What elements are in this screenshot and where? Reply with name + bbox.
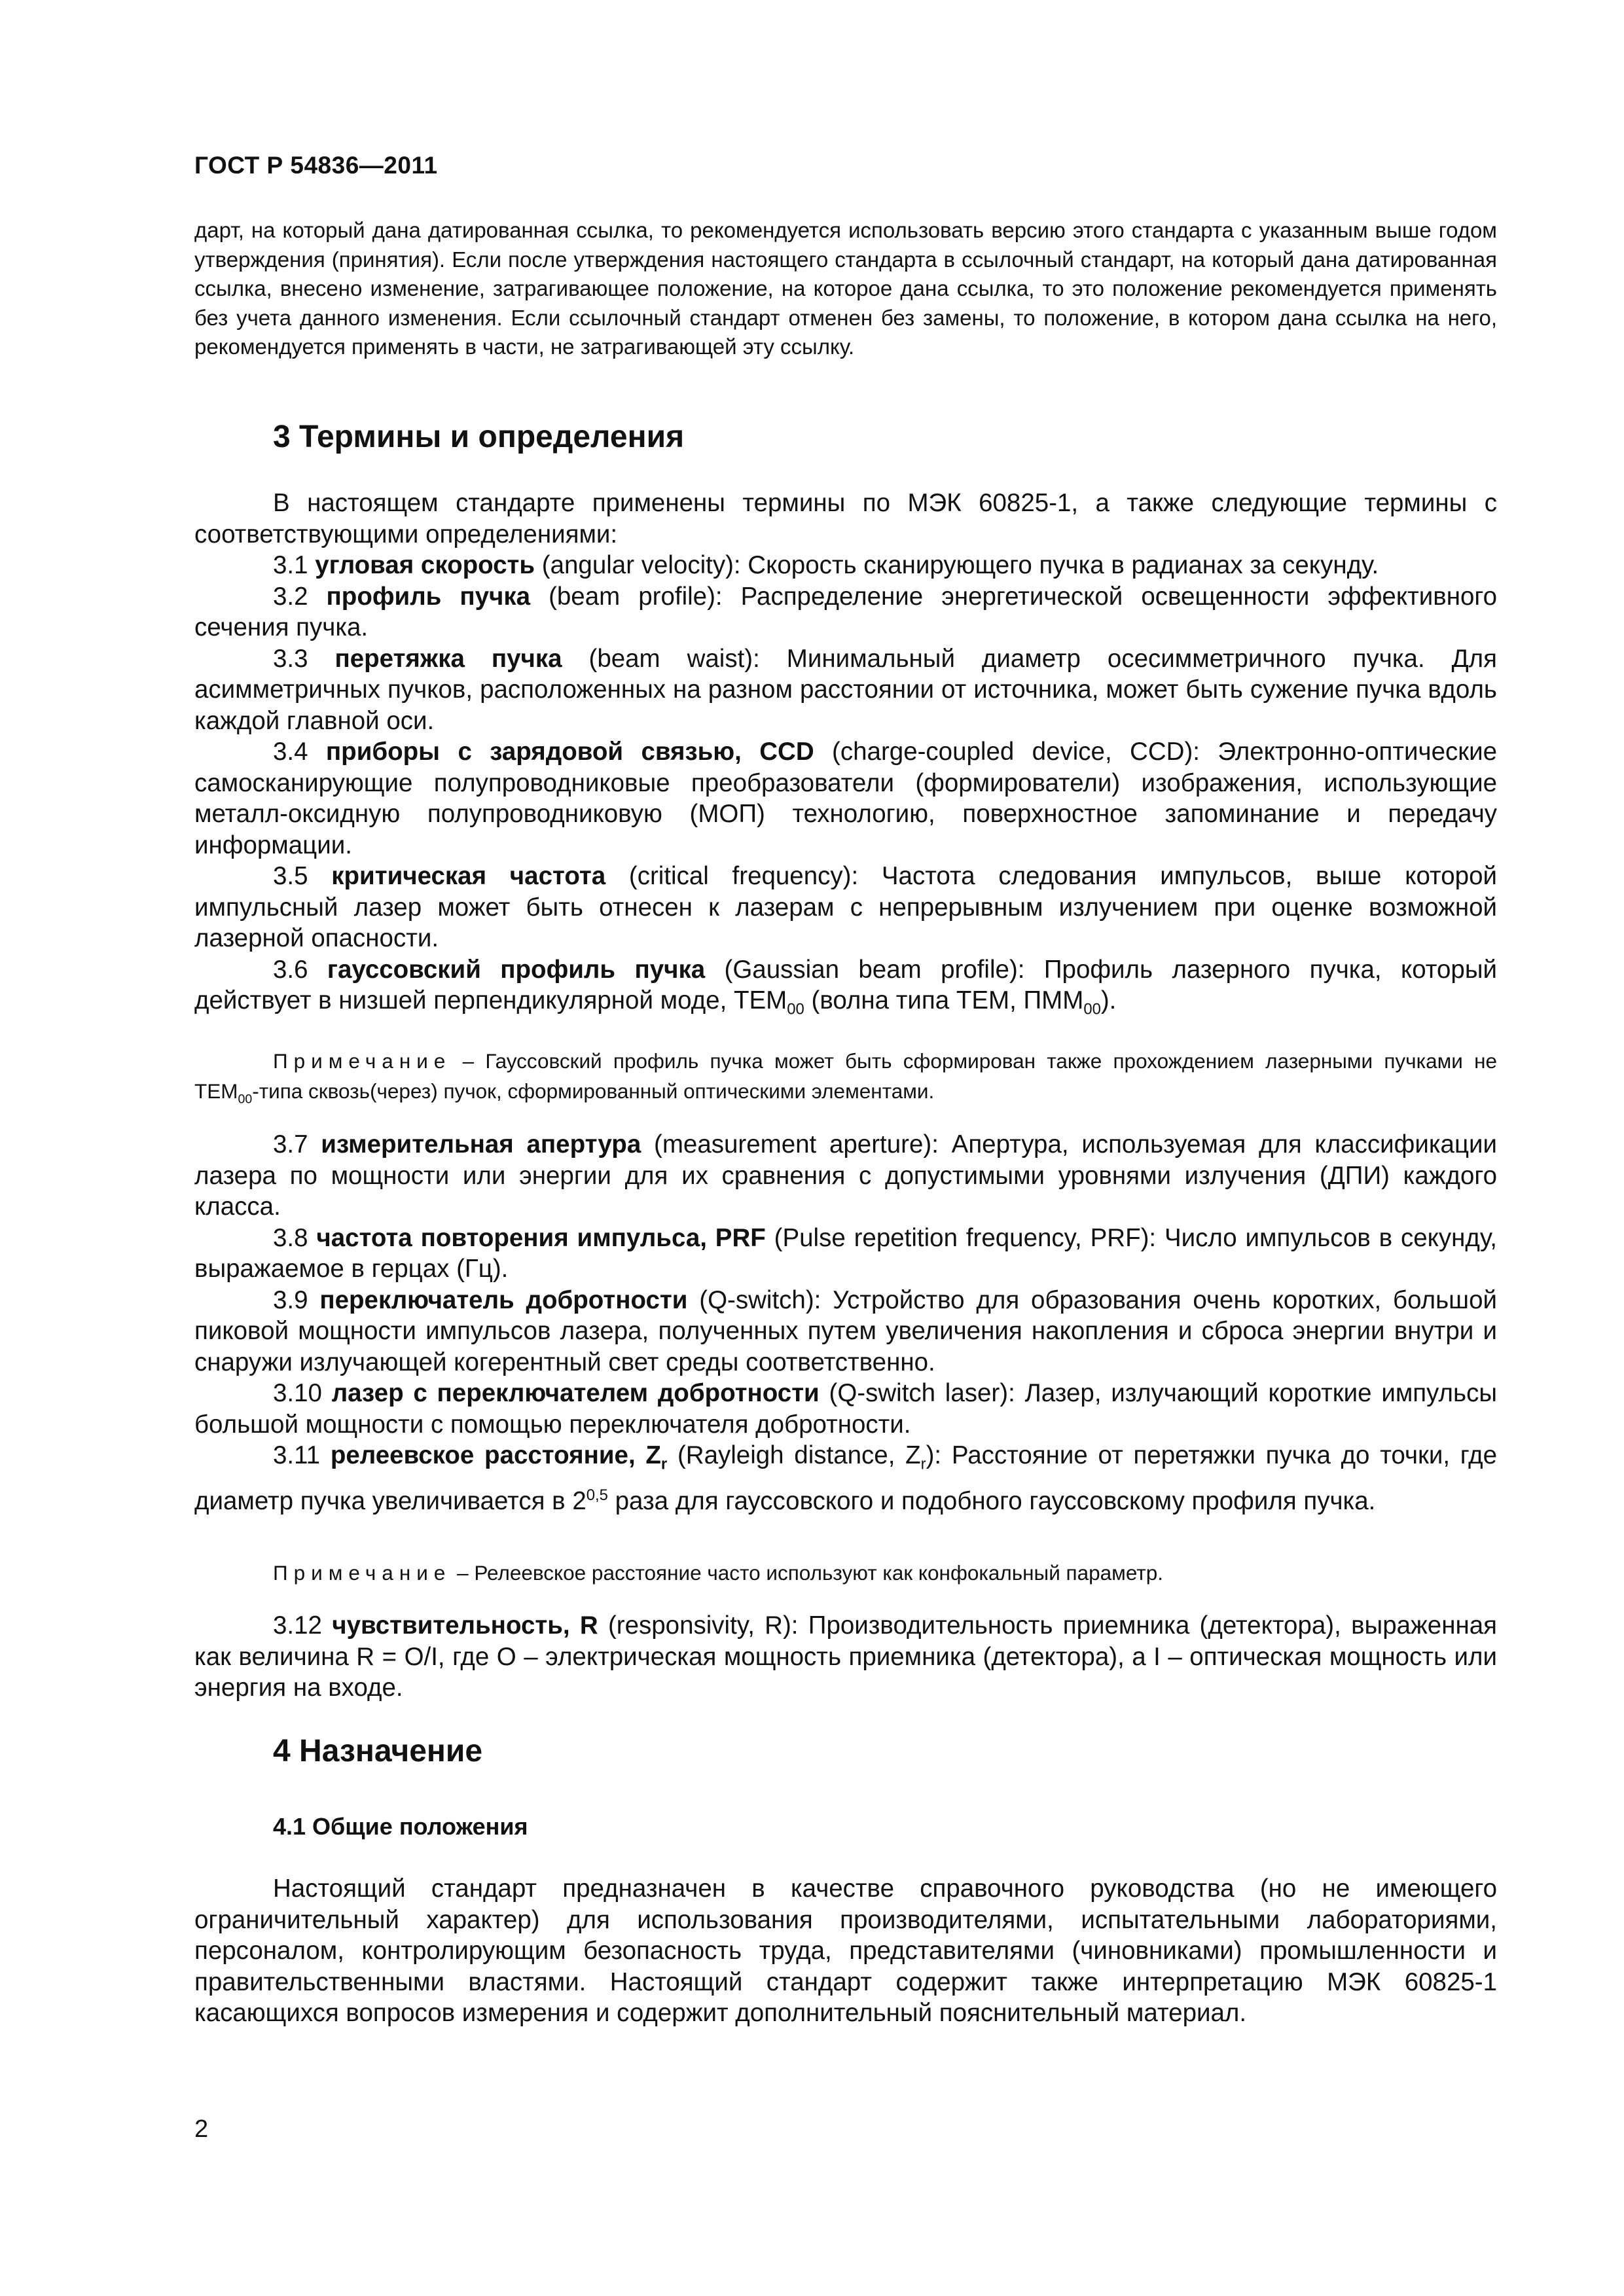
term-name: гауссовский профиль пучка: [327, 955, 706, 984]
document-header: ГОСТ Р 54836—2011: [194, 152, 438, 179]
term-name: частота повторения импульса, PRF: [316, 1223, 766, 1252]
term-name: чувствительность, R: [332, 1611, 598, 1640]
note-label: Примечание: [273, 1561, 452, 1585]
term-name: переключатель добротности: [319, 1285, 688, 1314]
term-3-2: 3.2 профиль пучка (beam profile): Распределение энергетической освещенности эффективного сечения пучка.: [194, 582, 1497, 641]
term-name: перетяжка пучка: [334, 644, 562, 673]
term-3-11: 3.11 релеевское расстояние, $Z_r$ (Rayleigh distance, $Z_r$): Расстояние от перетяжки пучка до точки, где диаметр пучка увеличивается в 2$^{0,5}$ раза для гауссовского и подобного гауссовскому профиля пучка.: [194, 1441, 1497, 1516]
term-3-5: 3.5 критическая частота (critical frequency): Частота следования импульсов, выше которой импульсный лазер может быть отнесен к лазерам с непрерывным излучением при оценке возможной лазерной опасности.: [194, 862, 1497, 952]
section-4-1-paragraph: Настоящий стандарт предназначен в качестве справочного руководства (но не имеющего ограничительный характер) для использования производителями, испытательными лабораториями, персоналом, контролирующим безопасность труда, представителями (чиновниками) промышленности и правительственными властями. Настоящий стандарт содержит также интерпретацию МЭК 60825-1 касающихся вопросов измерения и содержит дополнительный пояснительный материал.: [194, 1874, 1497, 2027]
term-name: измерительная апертура: [321, 1130, 641, 1158]
page-number: 2: [194, 2115, 209, 2143]
term-3-1: 3.1 угловая скорость (angular velocity): Скорость сканирующего пучка в радианах за секунду.: [273, 551, 1379, 579]
note-2: Примечание – Релеевское расстояние часто используют как конфокальный параметр.: [273, 1561, 1163, 1585]
term-name: релеевское расстояние, $Z_r$: [330, 1441, 668, 1473]
term-3-12: 3.12 чувствительность, R (responsivity, R): Производительность приемника (детектора), выраженная как величина R = O/I, где O – электрическая мощность приемника (детектора), а I – оптическая мощность или энергия на входе.: [194, 1611, 1497, 1702]
section-4-1-title: 4.1 Общие положения: [273, 1813, 528, 1840]
term-3-9: 3.9 переключатель добротности (Q-switch): Устройство для образования очень коротких, большой пиковой мощности импульсов лазера, полученных путем увеличения накопления и сброса энергии внутри и снаружи излучающей когерентный свет среды соответственно.: [194, 1285, 1497, 1376]
term-name: профиль пучка: [326, 582, 531, 611]
note-label: Примечание: [273, 1049, 452, 1073]
term-3-4: 3.4 приборы с зарядовой связью, CCD (charge-coupled device, CCD): Электронно-оптические самосканирующие полупроводниковые преобразователи (формирователи) изображения, использующие металл-оксидную полупроводниковую (МОП) технологию, поверхностное запоминание и передачу информации.: [194, 738, 1498, 859]
term-name: приборы с зарядовой связью, CCD: [325, 738, 814, 766]
section-3-lead: В настоящем стандарте применены термины по МЭК 60825-1, а также следующие термины с соответствующими определениями:: [194, 489, 1497, 548]
section-3-body-continued: [194, 1129, 1497, 1517]
section-4-1-body: [194, 1873, 1497, 2029]
term-3-7: 3.7 измерительная апертура (measurement aperture): Апертура, используемая для классификации лазера по мощности или энергии для их сравнения с допустимыми уровнями излучения (ДПИ) каждого класса.: [194, 1130, 1498, 1221]
term-3-12-block: [194, 1610, 1497, 1704]
term-name: критическая частота: [331, 862, 606, 890]
term-name: лазер с переключателем добротности: [331, 1379, 820, 1407]
section-3-title: 3 Термины и определения: [273, 420, 685, 454]
section-4-title: 4 Назначение: [273, 1734, 483, 1768]
term-3-8: 3.8 частота повторения импульса, PRF (Pulse repetition frequency, PRF): Число импульсов в секунду, выражаемое в герцах (Гц).: [194, 1223, 1497, 1283]
intro-paragraph: дарт, на который дана датированная ссылка, то рекомендуется использовать версию этого стандарта с указанным выше годом утверждения (принятия). Если после утверждения настоящего стандарта в ссылочный стандарт, на который дана датированная ссылка, внесено изменение, затрагивающее положение, на которое дана ссылка, то это положение рекомендуется применять без учета данного изменения. Если ссылочный стандарт отменен без замены, то положение, в котором дана ссылка на него, рекомендуется применять в части, не затрагивающей эту ссылку.: [194, 218, 1497, 359]
term-name: угловая скорость: [315, 551, 535, 579]
term-3-6: 3.6 гауссовский профиль пучка (Gaussian beam profile): Профиль лазерного пучка, который действует в низшей перпендикулярной моде, $ТЕМ_{00}$ (волна типа ТЕМ, $ПММ_{00}$).: [194, 955, 1498, 1018]
section-3-body: [194, 488, 1497, 1025]
term-3-3: 3.3 перетяжка пучка (beam waist): Минимальный диаметр осесимметричного пучка. Для асимметричных пучков, расположенных на разном расстоянии от источника, может быть сужение пучка вдоль каждой главной оси.: [194, 644, 1497, 735]
note-1: Примечание – Гауссовский профиль пучка может быть сформирован также прохождением лазерными пучками не $ТЕМ_{00}$-типа сквозь(через) пучок, сформированный оптическими элементами.: [194, 1049, 1497, 1107]
term-3-10: 3.10 лазер с переключателем добротности (Q-switch laser): Лазер, излучающий короткие импульсы большой мощности с помощью переключателя добротности.: [194, 1379, 1497, 1439]
